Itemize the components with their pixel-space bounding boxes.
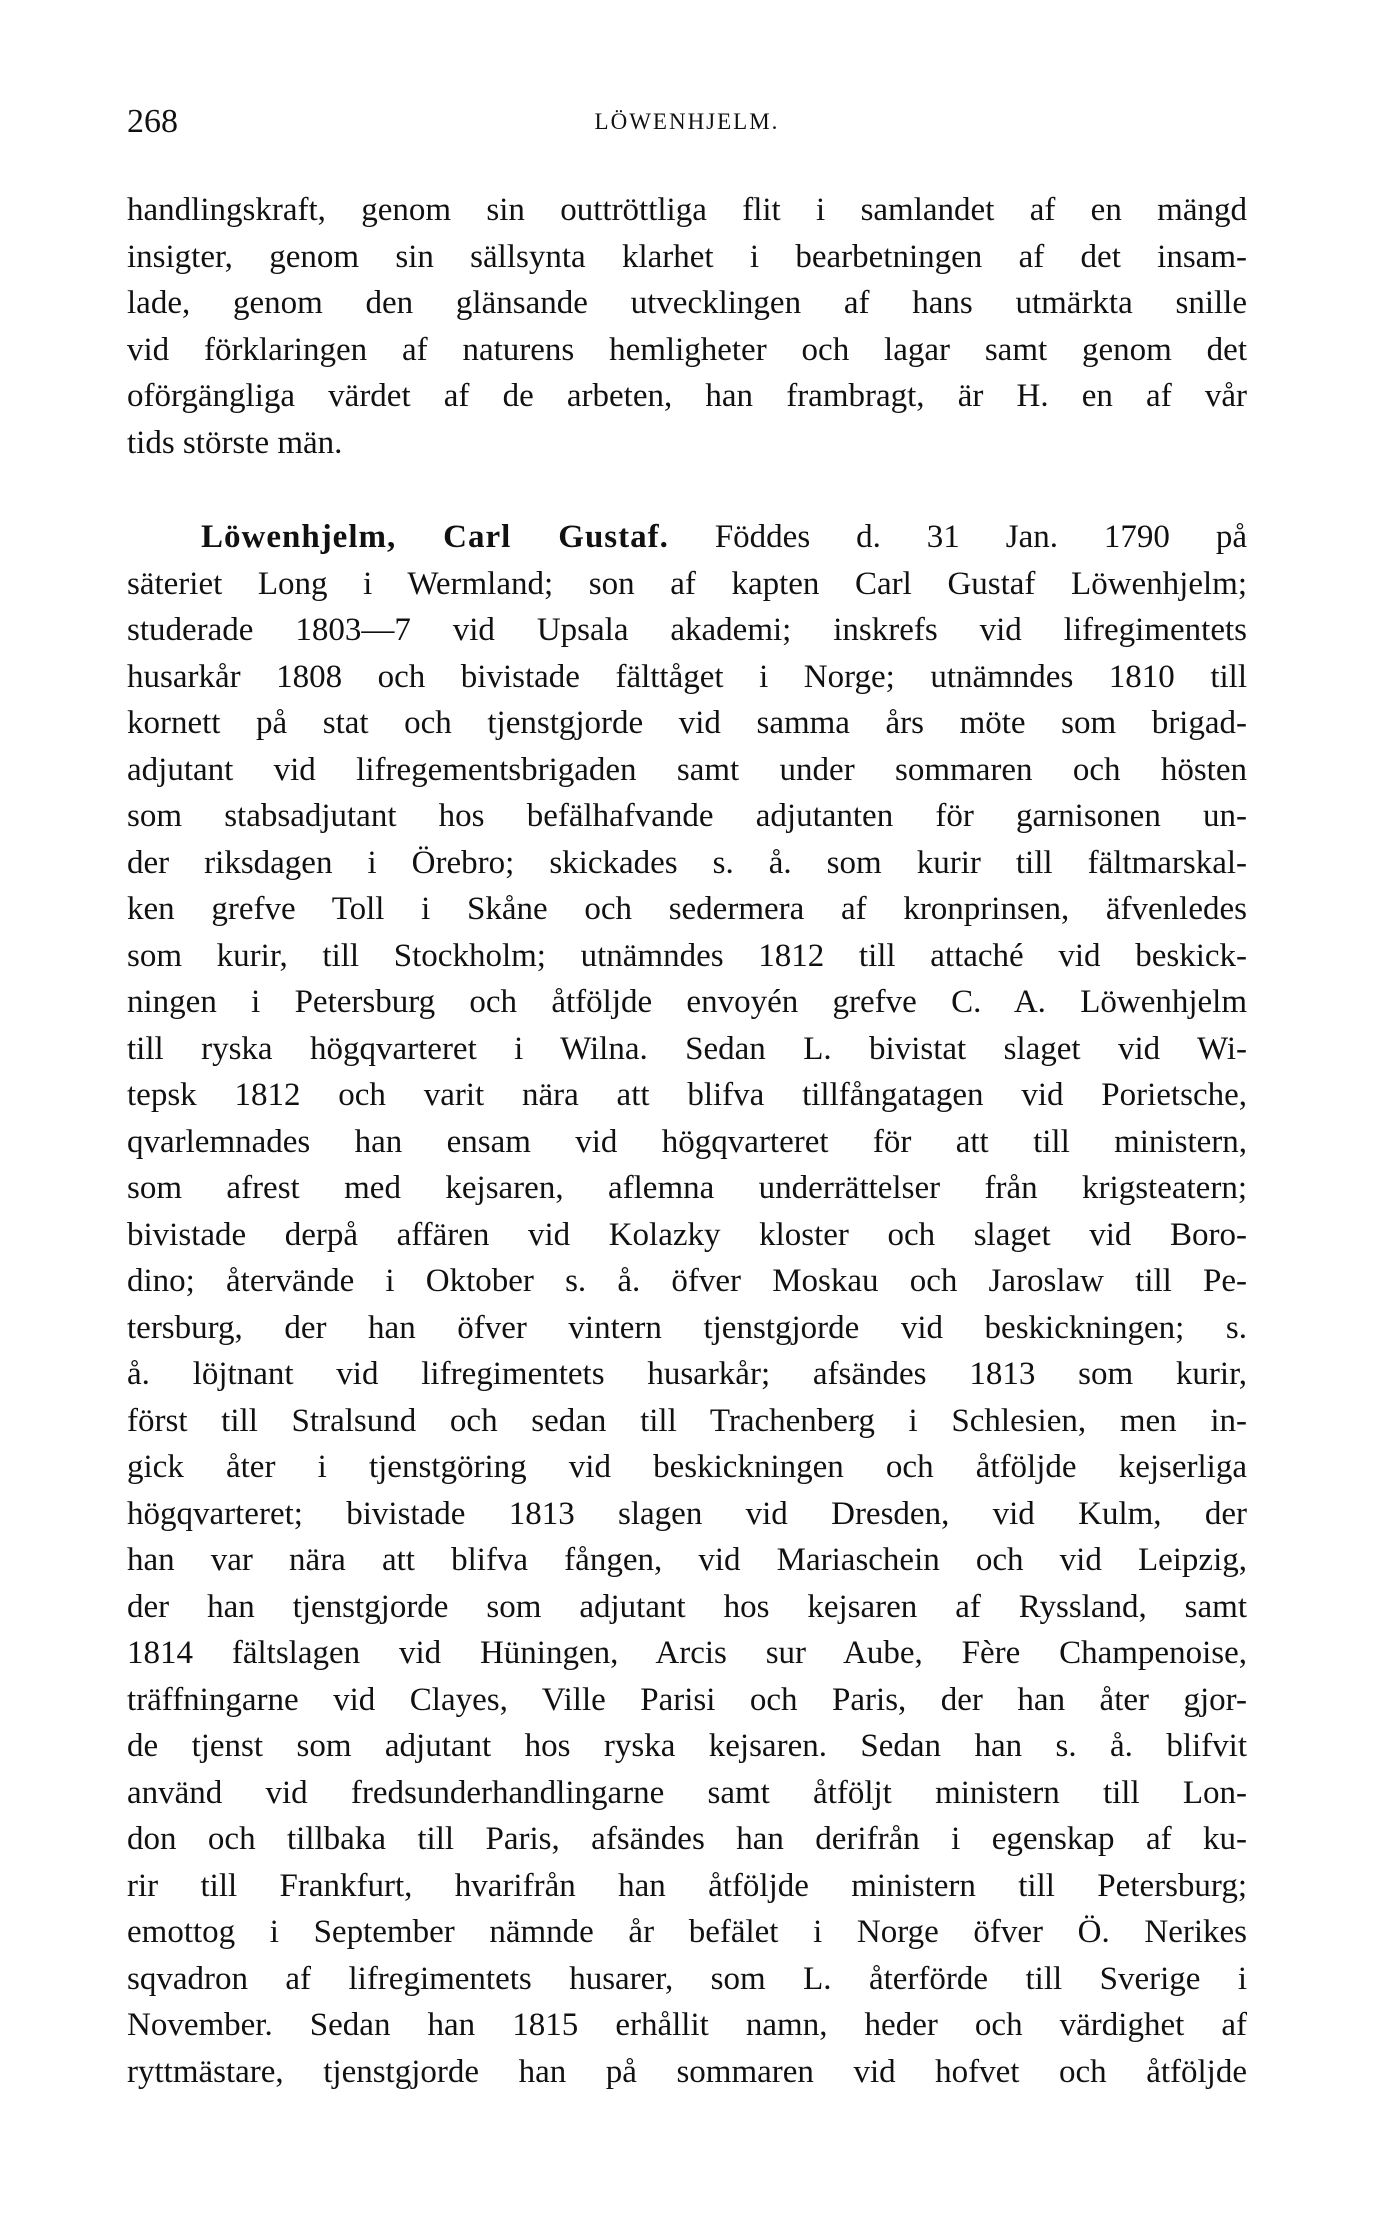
biography-entry: [127, 514, 1247, 2095]
text-line: der riksdagen i Örebro; skickades s. å. som kurir till fältmarskal-: [127, 844, 1247, 881]
text-line: tids störste män.: [127, 424, 343, 461]
text-line: som kurir, till Stockholm; utnämndes 1812 till attaché vid beskick-: [127, 937, 1247, 974]
entry-first-line: [127, 514, 1247, 561]
text-line: insigter, genom sin sällsynta klarhet i bearbetningen af det insam-: [127, 238, 1247, 275]
text-line: husarkår 1808 och bivistade fälttåget i Norge; utnämndes 1810 till: [127, 658, 1247, 695]
text-line: träffningarne vid Clayes, Ville Parisi och Paris, der han åter gjor-: [127, 1681, 1247, 1718]
text-line: adjutant vid lifregementsbrigaden samt under sommaren och hösten: [127, 751, 1247, 788]
entry-headword: Löwenhjelm, Carl Gustaf.: [201, 519, 669, 555]
text-line: November. Sedan han 1815 erhållit namn, heder och värdighet af: [127, 2007, 1247, 2043]
text-line: oförgängliga värdet af de arbeten, han frambragt, är H. en af vår: [127, 378, 1247, 414]
text-line: till ryska högqvarteret i Wilna. Sedan L. bivistat slaget vid Wi-: [127, 1030, 1247, 1067]
text-line: ningen i Petersburg och åtföljde envoyén grefve C. A. Löwenhjelm: [127, 984, 1247, 1020]
text-line: ken grefve Toll i Skåne och sedermera af kronprinsen, äfvenledes: [127, 891, 1247, 927]
text-line: gick åter i tjenstgöring vid beskickningen och åtföljde kejserliga: [127, 1449, 1247, 1485]
text-line: använd vid fredsunderhandlingarne samt åtföljt ministern till Lon-: [127, 1774, 1247, 1811]
entry-first-line-text: Föddes d. 31 Jan. 1790 på: [668, 519, 1248, 555]
text-line: tepsk 1812 och varit nära att blifva tillfångatagen vid Porietsche,: [127, 1077, 1247, 1113]
text-line: som stabsadjutant hos befälhafvande adjutanten för garnisonen un-: [127, 798, 1247, 834]
paragraph-gap: [127, 466, 1247, 514]
header-title: LÖWENHJELM.: [594, 109, 780, 134]
text-line: dino; återvände i Oktober s. å. öfver Moskau och Jaroslaw till Pe-: [127, 1263, 1247, 1299]
text-line: han var nära att blifva fången, vid Mariaschein och vid Leipzig,: [127, 1542, 1247, 1578]
text-line: emottog i September nämnde år befälet i Norge öfver Ö. Nerikes: [127, 1914, 1247, 1950]
text-line: rir till Frankfurt, hvarifrån han åtföljde ministern till Petersburg;: [127, 1867, 1247, 1904]
text-line: don och tillbaka till Paris, afsändes han derifrån i egenskap af ku-: [127, 1821, 1247, 1857]
text-line: å. löjtnant vid lifregimentets husarkår; afsändes 1813 som kurir,: [127, 1356, 1247, 1392]
text-line: bivistade derpå affären vid Kolazky kloster och slaget vid Boro-: [127, 1216, 1247, 1253]
text-line: lade, genom den glänsande utvecklingen af hans utmärkta snille: [127, 285, 1247, 321]
text-line: först till Stralsund och sedan till Trachenberg i Schlesien, men in-: [127, 1402, 1247, 1439]
text-line: högqvarteret; bivistade 1813 slagen vid Dresden, vid Kulm, der: [127, 1495, 1247, 1532]
text-line: studerade 1803—7 vid Upsala akademi; inskrefs vid lifregimentets: [127, 612, 1247, 648]
page-number: 268: [127, 103, 178, 140]
text-line: ryttmästare, tjenstgjorde han på sommaren vid hofvet och åtföljde: [127, 2053, 1247, 2090]
text-line: tersburg, der han öfver vintern tjenstgjorde vid beskickningen; s.: [127, 1309, 1247, 1346]
text-line: 1814 fältslagen vid Hüningen, Arcis sur Aube, Fère Champenoise,: [127, 1635, 1247, 1671]
text-line: säteriet Long i Wermland; son af kapten Carl Gustaf Löwenhjelm;: [127, 565, 1247, 602]
text-line: kornett på stat och tjenstgjorde vid samma års möte som brigad-: [127, 705, 1247, 741]
text-line: sqvadron af lifregimentets husarer, som L. återförde till Sverige i: [127, 1960, 1247, 1997]
text-line: vid förklaringen af naturens hemligheter och lagar samt genom det: [127, 331, 1247, 368]
text-line: som afrest med kejsaren, aflemna underrättelser från krigsteatern;: [127, 1170, 1247, 1206]
text-line: de tjenst som adjutant hos ryska kejsaren. Sedan han s. å. blifvit: [127, 1728, 1247, 1764]
body-text: [127, 187, 1247, 2095]
running-head: [127, 102, 1247, 142]
paragraph-continuation: [127, 187, 1247, 466]
text-line: qvarlemnades han ensam vid högqvarteret för att till ministern,: [127, 1123, 1247, 1160]
text-line: der han tjenstgjorde som adjutant hos kejsaren af Ryssland, samt: [127, 1588, 1247, 1625]
text-line: handlingskraft, genom sin outtröttliga flit i samlandet af en mängd: [127, 192, 1247, 228]
